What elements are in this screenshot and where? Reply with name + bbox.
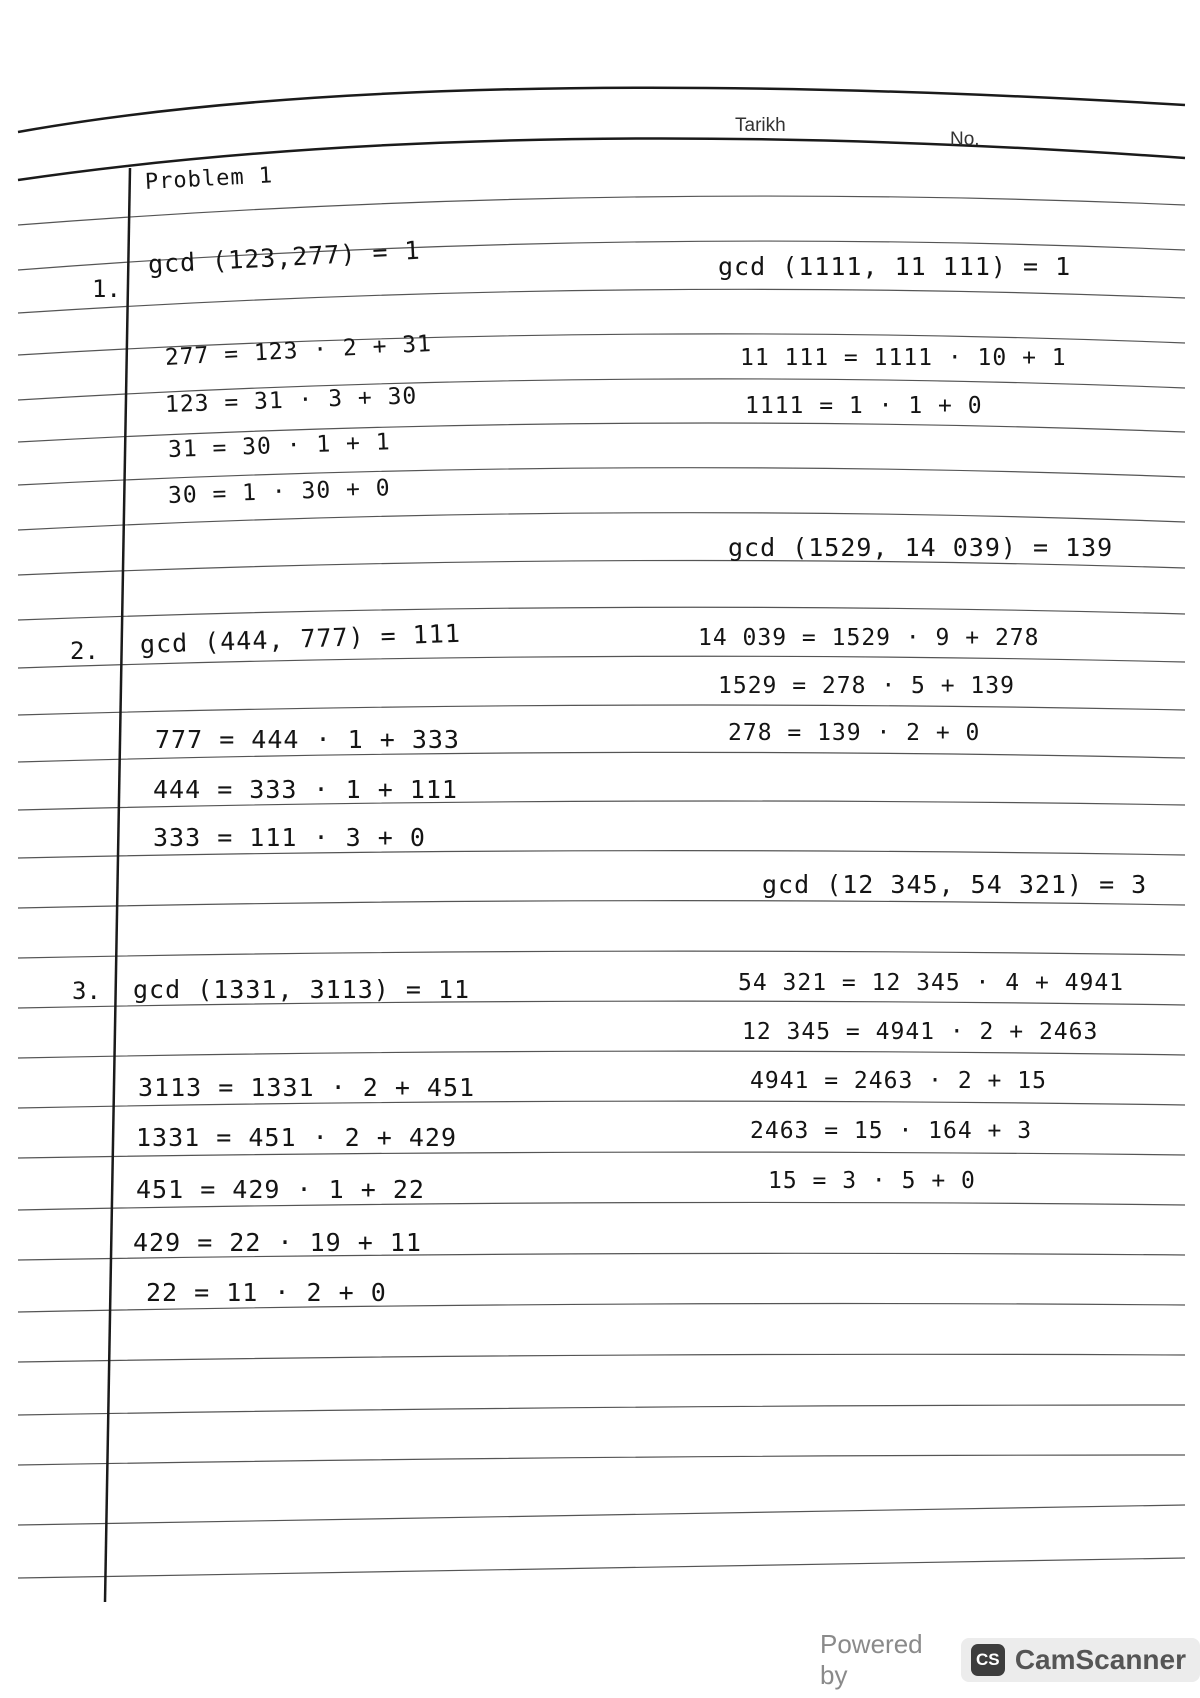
camscanner-brand: CamScanner: [1014, 1644, 1186, 1675]
step-line: 777 = 444 · 1 + 333: [155, 725, 460, 754]
step-line: 277 = 123 · 2 + 31: [164, 331, 433, 371]
step-line: 11 111 = 1111 · 10 + 1: [740, 345, 1067, 371]
step-line: 333 = 111 · 3 + 0: [153, 823, 426, 852]
step-line: 54 321 = 12 345 · 4 + 4941: [738, 970, 1125, 996]
step-line: 123 = 31 · 3 + 30: [164, 383, 418, 418]
step-line: 14 039 = 1529 · 9 + 278: [698, 625, 1040, 651]
number-label: No.: [950, 129, 980, 150]
problem-statement: gcd (1529, 14 039) = 139: [728, 533, 1114, 562]
problem-statement: gcd (1111, 11 111) = 1: [718, 252, 1072, 281]
problem-statement: gcd (123,277) = 1: [147, 235, 422, 279]
problem-number: 3.: [72, 977, 101, 1005]
powered-by-text: Powered by: [820, 1629, 923, 1690]
step-line: 2463 = 15 · 164 + 3: [750, 1118, 1033, 1144]
camscanner-badge: [961, 1638, 1200, 1682]
problem-statement: gcd (1331, 3113) = 11: [133, 975, 471, 1004]
step-line: 1529 = 278 · 5 + 139: [718, 673, 1015, 699]
step-line: 444 = 333 · 1 + 111: [153, 775, 458, 804]
page-title: Problem 1: [144, 163, 274, 195]
step-line: 278 = 139 · 2 + 0: [728, 720, 981, 746]
problem-number: 1.: [92, 275, 121, 303]
step-line: 30 = 1 · 30 + 0: [167, 475, 392, 509]
step-line: 1111 = 1 · 1 + 0: [745, 393, 983, 419]
problem-number: 2.: [70, 637, 99, 665]
step-line: 22 = 11 · 2 + 0: [146, 1278, 387, 1307]
tarikh-label: Tarikh: [735, 115, 786, 136]
camscanner-watermark: [820, 1629, 1200, 1690]
step-line: 3113 = 1331 · 2 + 451: [138, 1073, 476, 1102]
step-line: 4941 = 2463 · 2 + 15: [750, 1068, 1047, 1094]
problem-statement: gcd (12 345, 54 321) = 3: [762, 870, 1148, 899]
step-line: 31 = 30 · 1 + 1: [167, 429, 392, 463]
camscanner-logo-icon: CS: [971, 1644, 1005, 1676]
step-line: 429 = 22 · 19 + 11: [133, 1228, 422, 1257]
step-line: 12 345 = 4941 · 2 + 2463: [742, 1019, 1099, 1045]
problem-statement: gcd (444, 777) = 111: [139, 618, 462, 659]
step-line: 15 = 3 · 5 + 0: [768, 1168, 976, 1194]
step-line: 1331 = 451 · 2 + 429: [136, 1123, 458, 1152]
step-line: 451 = 429 · 1 + 22: [136, 1175, 425, 1204]
